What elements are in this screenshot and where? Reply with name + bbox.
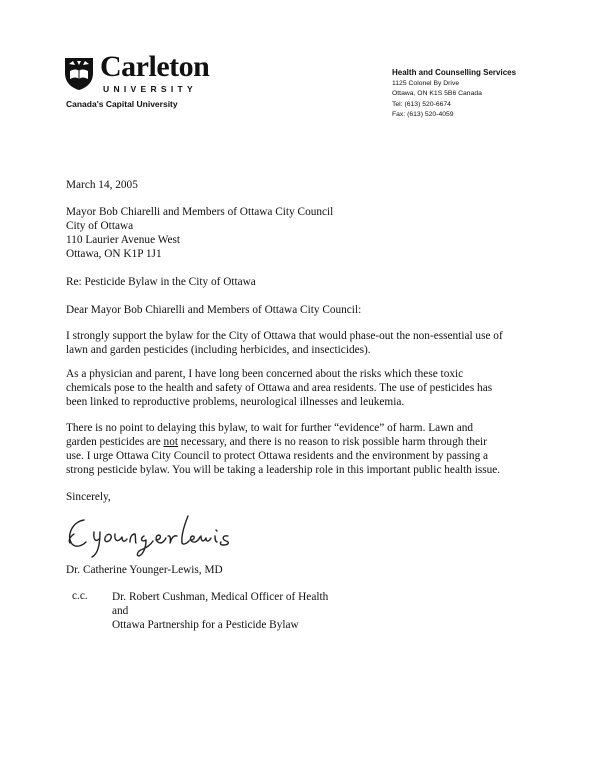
signer-name: Dr. Catherine Younger-Lewis, MD [66, 564, 223, 576]
text-run: necessary, and there is no reason to risk possible harm through their [177, 436, 487, 448]
letter-date: March 14, 2005 [66, 179, 138, 191]
university-name: Carleton [100, 50, 210, 83]
paragraph-line: chemicals pose to the health and safety of Ottawa and area residents. The use of pesticides has [66, 382, 493, 394]
fax: Fax: (613) 520-4059 [392, 110, 454, 118]
emphasis-underline: not [163, 436, 178, 448]
closing: Sincerely, [66, 491, 111, 503]
university-tagline: Canada's Capital University [66, 99, 178, 109]
handwritten-signature [60, 510, 250, 560]
paragraph-line: I strongly support the bylaw for the City of Ottawa that would phase-out the non-essential use of [66, 330, 503, 342]
cc-label: c.c. [72, 590, 88, 602]
paragraph-line [66, 435, 500, 449]
paragraph-line: lawn and garden pesticides (including herbicides, and insecticides). [66, 344, 371, 356]
text-run: garden pesticides are [66, 436, 164, 448]
recipient-line: Mayor Bob Chiarelli and Members of Ottawa City Council [66, 206, 334, 218]
subject-line: Re: Pesticide Bylaw in the City of Ottawa [66, 276, 256, 288]
paragraph-line: strong pesticide bylaw. You will be taking a leadership role in this important public health issue. [66, 464, 501, 476]
paragraph-line: There is no point to delaying this bylaw, to wait for further “evidence” of harm. Lawn and [66, 422, 474, 434]
address-line: 1125 Colonel By Drive [392, 80, 460, 87]
cc-item: and [112, 605, 129, 617]
department-name: Health and Counselling Services [392, 68, 517, 77]
address-line: Ottawa, ON K1S 5B6 Canada [392, 90, 482, 98]
cc-list [95, 590, 328, 632]
cc-item: Ottawa Partnership for a Pesticide Bylaw [112, 619, 299, 631]
recipient-line: Ottawa, ON K1P 1J1 [66, 248, 162, 260]
paragraph-line: been linked to reproductive problems, neurological illnesses and leukemia. [66, 396, 405, 408]
department-address [392, 67, 516, 120]
telephone: Tel: (613) 520-6674 [392, 100, 451, 108]
recipient-line: City of Ottawa [66, 220, 134, 232]
salutation: Dear Mayor Bob Chiarelli and Members of Ottawa City Council: [66, 304, 362, 316]
university-crest-icon [64, 57, 94, 91]
paragraph-2 [66, 367, 492, 409]
recipient-line: 110 Laurier Avenue West [66, 234, 181, 246]
paragraph-line: As a physician and parent, I have long been concerned about the risks which these toxic [66, 368, 464, 380]
paragraph-line: use. I urge Ottawa City Council to protect Ottawa residents and the environment by passing a [66, 450, 489, 462]
cc-item: Dr. Robert Cushman, Medical Officer of Health [112, 591, 329, 603]
paragraph-3 [66, 421, 500, 477]
paragraph-1 [66, 329, 503, 357]
recipient-address [66, 205, 333, 261]
university-wordmark: UNIVERSITY [103, 84, 198, 94]
